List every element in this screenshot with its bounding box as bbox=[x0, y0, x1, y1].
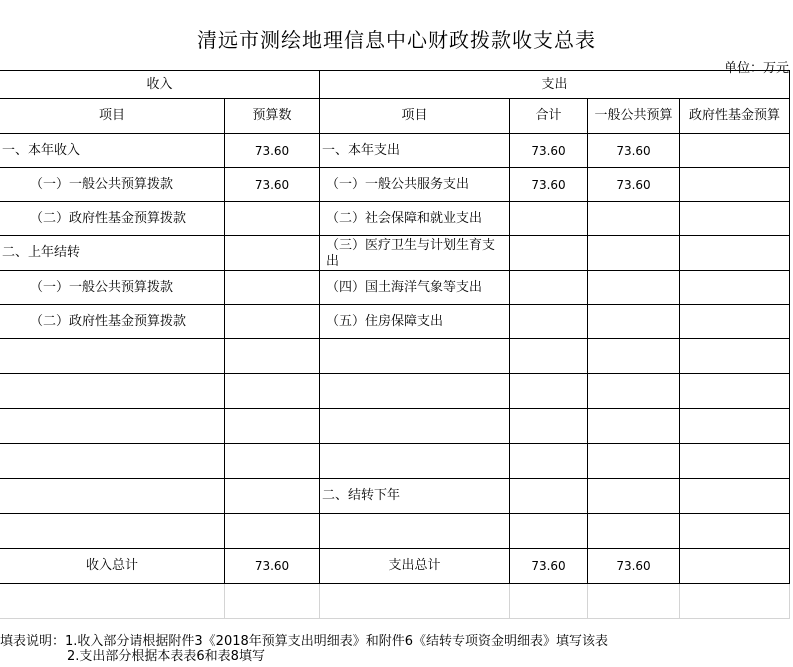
expense-general[interactable]: 73.60 bbox=[588, 134, 680, 168]
expense-total-label[interactable]: 支出总计 bbox=[320, 549, 510, 584]
income-value[interactable] bbox=[225, 479, 320, 514]
income-item[interactable] bbox=[0, 409, 225, 444]
expense-total[interactable] bbox=[510, 271, 588, 305]
expense-fund[interactable] bbox=[680, 444, 790, 479]
expense-general[interactable] bbox=[588, 444, 680, 479]
table-row bbox=[0, 134, 790, 168]
empty-cell[interactable] bbox=[225, 584, 320, 619]
table-row bbox=[0, 339, 790, 374]
table-row bbox=[0, 479, 790, 514]
expense-fund[interactable] bbox=[680, 514, 790, 549]
empty-cell[interactable] bbox=[510, 584, 588, 619]
income-value[interactable] bbox=[225, 271, 320, 305]
expense-general[interactable] bbox=[588, 374, 680, 409]
expense-total[interactable] bbox=[510, 236, 588, 271]
expense-general[interactable]: 73.60 bbox=[588, 168, 680, 202]
expense-fund[interactable] bbox=[680, 271, 790, 305]
table-row bbox=[0, 444, 790, 479]
expense-fund[interactable] bbox=[680, 305, 790, 339]
expense-item[interactable]: （四）国土海洋气象等支出 bbox=[320, 271, 510, 305]
expense-item[interactable]: 二、结转下年 bbox=[320, 479, 510, 514]
empty-cell[interactable] bbox=[680, 584, 790, 619]
expense-fund[interactable] bbox=[680, 409, 790, 444]
column-header-row bbox=[0, 99, 790, 134]
expense-total[interactable] bbox=[510, 305, 588, 339]
empty-cell[interactable] bbox=[0, 584, 225, 619]
income-value[interactable] bbox=[225, 236, 320, 271]
empty-cell[interactable] bbox=[320, 584, 510, 619]
expense-fund[interactable] bbox=[680, 134, 790, 168]
expense-total-value[interactable]: 73.60 bbox=[510, 549, 588, 584]
page-title: 清远市测绘地理信息中心财政拨款收支总表 bbox=[197, 28, 596, 52]
expense-total[interactable]: 73.60 bbox=[510, 134, 588, 168]
expense-fund[interactable] bbox=[680, 168, 790, 202]
income-item[interactable] bbox=[0, 514, 225, 549]
income-total-label[interactable]: 收入总计 bbox=[0, 549, 225, 584]
table-row bbox=[0, 168, 790, 202]
income-value[interactable] bbox=[225, 374, 320, 409]
table-row bbox=[0, 514, 790, 549]
expense-fund[interactable] bbox=[680, 339, 790, 374]
instruction-line-2: 2.支出部分根据本表表6和表8填写 bbox=[67, 649, 265, 664]
col-header-expense-item[interactable]: 项目 bbox=[320, 99, 510, 134]
expense-item[interactable] bbox=[320, 374, 510, 409]
fill-instructions bbox=[0, 634, 608, 664]
income-value[interactable] bbox=[225, 202, 320, 236]
income-item[interactable] bbox=[0, 479, 225, 514]
expense-general[interactable] bbox=[588, 305, 680, 339]
expense-item[interactable]: （一）一般公共服务支出 bbox=[320, 168, 510, 202]
col-header-fund-budget[interactable]: 政府性基金预算 bbox=[680, 99, 790, 134]
expense-general[interactable] bbox=[588, 479, 680, 514]
income-item[interactable]: （一）一般公共预算拨款 bbox=[0, 168, 225, 202]
expense-general[interactable] bbox=[588, 236, 680, 271]
group-header-row bbox=[0, 71, 790, 99]
expense-total[interactable] bbox=[510, 409, 588, 444]
table-row bbox=[0, 271, 790, 305]
expense-item[interactable] bbox=[320, 339, 510, 374]
expense-total[interactable] bbox=[510, 444, 588, 479]
income-value[interactable]: 73.60 bbox=[225, 168, 320, 202]
income-item[interactable]: （二）政府性基金预算拨款 bbox=[0, 305, 225, 339]
income-total-value[interactable]: 73.60 bbox=[225, 549, 320, 584]
income-item[interactable] bbox=[0, 339, 225, 374]
table-row bbox=[0, 202, 790, 236]
expense-fund[interactable] bbox=[680, 374, 790, 409]
table-row bbox=[0, 305, 790, 339]
col-header-general-budget[interactable]: 一般公共预算 bbox=[588, 99, 680, 134]
income-item[interactable]: 二、上年结转 bbox=[0, 236, 225, 271]
expense-general[interactable] bbox=[588, 409, 680, 444]
income-value[interactable]: 73.60 bbox=[225, 134, 320, 168]
income-item[interactable]: （二）政府性基金预算拨款 bbox=[0, 202, 225, 236]
col-header-budget[interactable]: 预算数 bbox=[225, 99, 320, 134]
income-item[interactable] bbox=[0, 444, 225, 479]
grid-spacer-row bbox=[0, 584, 790, 619]
expense-general[interactable] bbox=[588, 514, 680, 549]
col-header-total[interactable]: 合计 bbox=[510, 99, 588, 134]
table-row bbox=[0, 409, 790, 444]
expense-item[interactable]: 一、本年支出 bbox=[320, 134, 510, 168]
empty-cell[interactable] bbox=[588, 584, 680, 619]
table-row bbox=[0, 374, 790, 409]
unit-label: 单位：万元 bbox=[723, 61, 789, 76]
expense-general[interactable] bbox=[588, 271, 680, 305]
expense-item[interactable]: （三）医疗卫生与计划生育支出 bbox=[320, 236, 510, 271]
col-header-income-item[interactable]: 项目 bbox=[0, 99, 225, 134]
expense-group-header[interactable]: 支出 bbox=[320, 71, 790, 99]
income-value[interactable] bbox=[225, 514, 320, 549]
totals-row bbox=[0, 549, 790, 584]
expense-total[interactable]: 73.60 bbox=[510, 168, 588, 202]
expense-item[interactable] bbox=[320, 514, 510, 549]
income-value[interactable] bbox=[225, 305, 320, 339]
expense-total[interactable] bbox=[510, 374, 588, 409]
expense-total[interactable] bbox=[510, 514, 588, 549]
expense-fund[interactable] bbox=[680, 236, 790, 271]
expense-general[interactable] bbox=[588, 202, 680, 236]
income-item[interactable]: （一）一般公共预算拨款 bbox=[0, 271, 225, 305]
expense-total[interactable] bbox=[510, 339, 588, 374]
instruction-line-1: 填表说明：1.收入部分请根据附件3《2018年预算支出明细表》和附件6《结转专项资金明细表》填写该表 bbox=[0, 634, 609, 649]
expense-item[interactable]: （二）社会保障和就业支出 bbox=[320, 202, 510, 236]
expense-fund[interactable] bbox=[680, 479, 790, 514]
income-item[interactable]: 一、本年收入 bbox=[0, 134, 225, 168]
income-value[interactable] bbox=[225, 444, 320, 479]
income-item[interactable] bbox=[0, 374, 225, 409]
expense-item[interactable] bbox=[320, 409, 510, 444]
expense-item[interactable]: （五）住房保障支出 bbox=[320, 305, 510, 339]
expense-general[interactable] bbox=[588, 339, 680, 374]
expense-fund-total[interactable] bbox=[680, 549, 790, 584]
expense-general-total[interactable]: 73.60 bbox=[588, 549, 680, 584]
expense-item[interactable] bbox=[320, 444, 510, 479]
expense-fund[interactable] bbox=[680, 202, 790, 236]
income-group-header[interactable]: 收入 bbox=[0, 71, 320, 99]
income-value[interactable] bbox=[225, 339, 320, 374]
table-row bbox=[0, 236, 790, 271]
budget-table bbox=[0, 70, 790, 619]
expense-total[interactable] bbox=[510, 202, 588, 236]
expense-total[interactable] bbox=[510, 479, 588, 514]
income-value[interactable] bbox=[225, 409, 320, 444]
